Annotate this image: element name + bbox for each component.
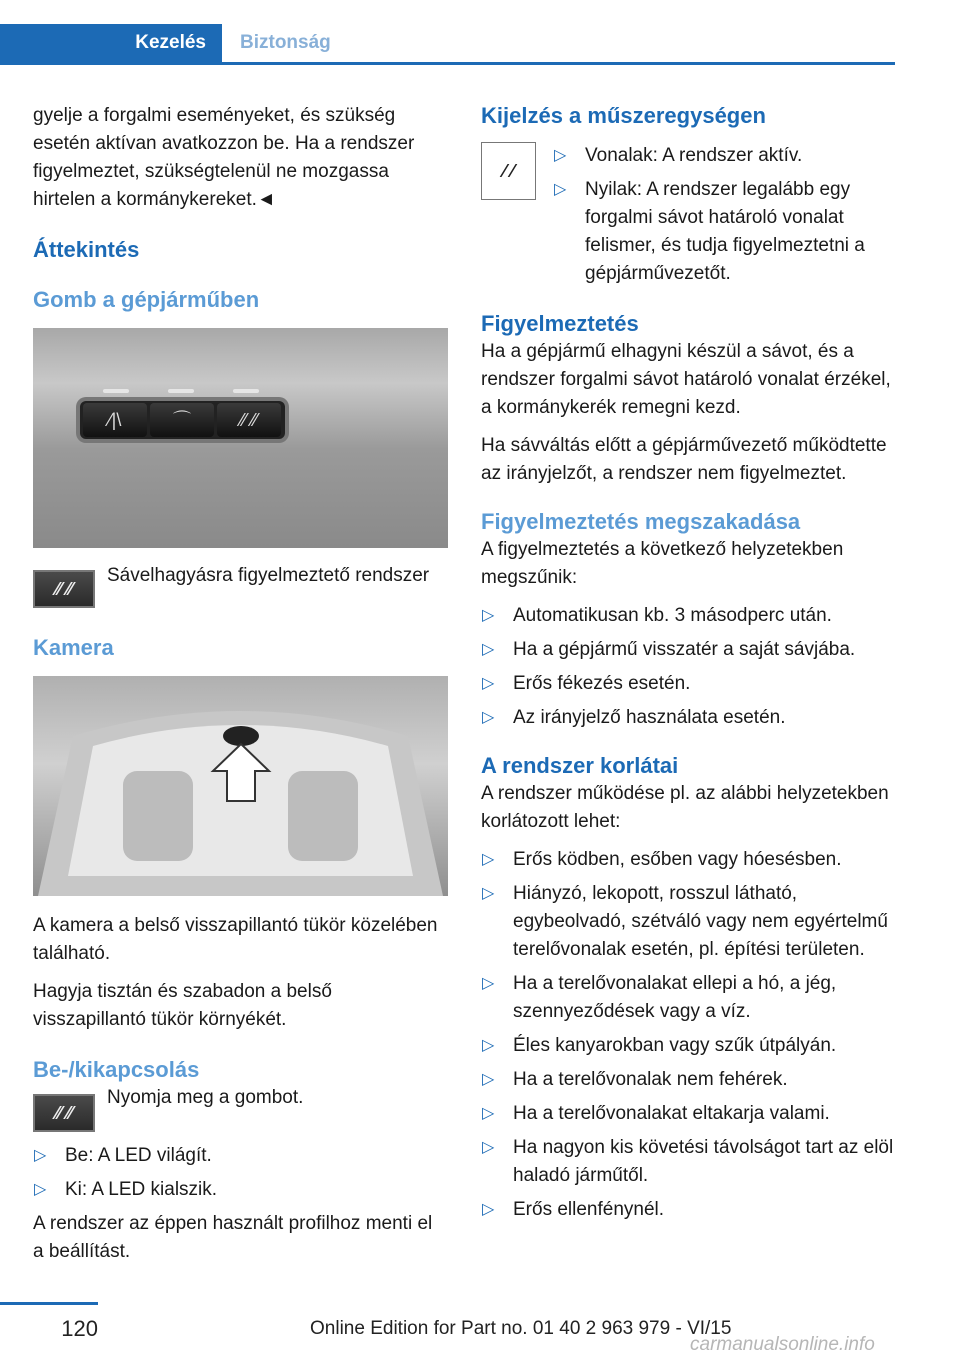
list-item: ▷ Az irányjelző használata esetén. [481,704,896,732]
bullet-icon: ▷ [482,709,495,726]
camera-paragraph-2: Hagyja tisztán és szabadon a belső visszapillantó tükör környékét. [33,981,332,1030]
warning-paragraph-2: Ha sávváltás előtt a gépjárművezető működtette az irányjelzőt, a rendszer nem figyelmeztet. [481,435,887,484]
list-item: ▷ Ha nagyon kis követési távolságot tart az elöl haladó járműtől. [481,1134,896,1190]
bullet-icon: ▷ [482,1071,495,1088]
bullet-icon: ▷ [482,1105,495,1122]
button-cluster [80,401,285,439]
bullet-icon: ▷ [482,975,495,992]
heading-overview: Áttekintés [33,237,140,262]
lane-lines-icon: ⁄ ⁄ [481,142,536,200]
list-item: ▷ Ha a terelővonalakat eltakarja valami. [481,1100,896,1128]
list-item: ▷ Automatikusan kb. 3 másodperc után. [481,602,896,630]
windshield-illustration [33,676,448,896]
led-indicator [168,389,194,393]
bullet-icon: ▷ [482,675,495,692]
button-photo [33,328,448,548]
list-item: ▷ Nyilak: A rendszer legalább egy forgalmi sávot határoló vonalat felismer, és tudja figyelmeztetni a gépjárművezetőt. [553,176,896,288]
heading-limits: A rendszer korlátai [481,753,679,778]
list-item: ▷ Ki: A LED kialszik. [33,1176,448,1204]
lane-assist-button: ⁄|\ [83,403,147,437]
bullet-icon: ▷ [34,1147,47,1164]
on-off-caption: Nyomja meg a gombot. [107,1087,304,1108]
lane-departure-button: ⁄⁄ ⁄⁄ [217,403,281,437]
limits-paragraph: A rendszer működése pl. az alábbi helyzetekben korlátozott lehet: [481,783,889,832]
lane-departure-icon: ⁄⁄ ⁄⁄ [33,1094,95,1132]
heading-camera: Kamera [33,635,114,660]
heading-on-off: Be-/kikapcsolás [33,1057,200,1082]
led-indicator [233,389,259,393]
heading-display: Kijelzés a műszeregységen [481,103,766,128]
bullet-icon: ▷ [482,607,495,624]
display-list [553,142,896,288]
warning-paragraph-1: Ha a gépjármű elhagyni készül a sávot, és a rendszer forgalmi sávot határoló vonalat érzékel, a kormánykerék remegni kezd. [481,341,891,418]
caption-row [33,562,448,622]
list-item: ▷ Be: A LED világít. [33,1142,448,1170]
heading-button-in-car: Gomb a gépjárműben [33,287,260,312]
bullet-icon: ▷ [482,641,495,658]
bullet-icon: ▷ [482,885,495,902]
on-off-list [33,1142,448,1204]
bullet-icon: ▷ [554,181,567,198]
chapter-tab-bar [0,24,895,65]
bullet-icon: ▷ [482,1139,495,1156]
limits-list [481,846,896,1224]
list-item: ▷ Éles kanyarokban vagy szűk útpályán. [481,1032,896,1060]
interrupt-list [481,602,896,732]
list-item: ▷ Erős ködben, esőben vagy hóesésben. [481,846,896,874]
list-item: ▷ Ha a gépjármű visszatér a saját sávjába. [481,636,896,664]
tab-kezeles[interactable]: Kezelés [0,24,222,62]
lane-departure-icon: ⁄⁄ ⁄⁄ [33,570,95,608]
display-block [481,142,896,288]
on-off-row [33,1084,448,1134]
list-item: ▷ Ha a terelővonalakat ellepi a hó, a jég, szennyeződések vagy a víz. [481,970,896,1026]
camera-paragraph-1: A kamera a belső visszapillantó tükör közelében található. [33,915,438,964]
profile-paragraph: A rendszer az éppen használt profilhoz menti el a beállítást. [33,1213,433,1262]
list-item: ▷ Hiányzó, lekopott, rosszul látható, egybeolvadó, szétváló vagy nem egyértelmű terelővonalak esetén, pl. építési területen. [481,880,896,964]
bullet-icon: ▷ [554,147,567,164]
collision-warning-button: ⌒ [150,403,214,437]
bullet-icon: ▷ [482,851,495,868]
heading-warning: Figyelmeztetés [481,311,639,336]
intro-paragraph: gyelje a forgalmi eseményeket, és szükség esetén aktívan avatkozzon be. Ha a rendszer figyelmeztet, szükségtelenül ne mozgassa hirtelen a kormánykereket.◄ [33,105,415,210]
edition-text: Online Edition for Part no. 01 40 2 963 979 - VI/15 [310,1318,732,1339]
list-item: ▷ Erős fékezés esetén. [481,670,896,698]
page-number: 120 [61,1316,98,1341]
right-column [481,102,896,1230]
tab-biztonsag[interactable]: Biztonság [240,32,331,53]
list-item: ▷ Ha a terelővonalak nem fehérek. [481,1066,896,1094]
photo-caption: Sávelhagyásra figyelmeztető rendszer [107,565,430,586]
list-item: ▷ Erős ellenfénynél. [481,1196,896,1224]
interrupt-paragraph: A figyelmeztetés a következő helyzetekben megszűnik: [481,539,844,588]
left-column [33,102,448,1276]
footer-rule [0,1302,98,1305]
bullet-icon: ▷ [482,1201,495,1218]
list-item: ▷ Vonalak: A rendszer aktív. [553,142,896,170]
heading-interrupt: Figyelmeztetés megszakadása [481,509,801,534]
led-indicator [103,389,129,393]
bullet-icon: ▷ [34,1181,47,1198]
camera-photo [33,676,448,896]
watermark: carmanualsonline.info [690,1334,875,1355]
bullet-icon: ▷ [482,1037,495,1054]
